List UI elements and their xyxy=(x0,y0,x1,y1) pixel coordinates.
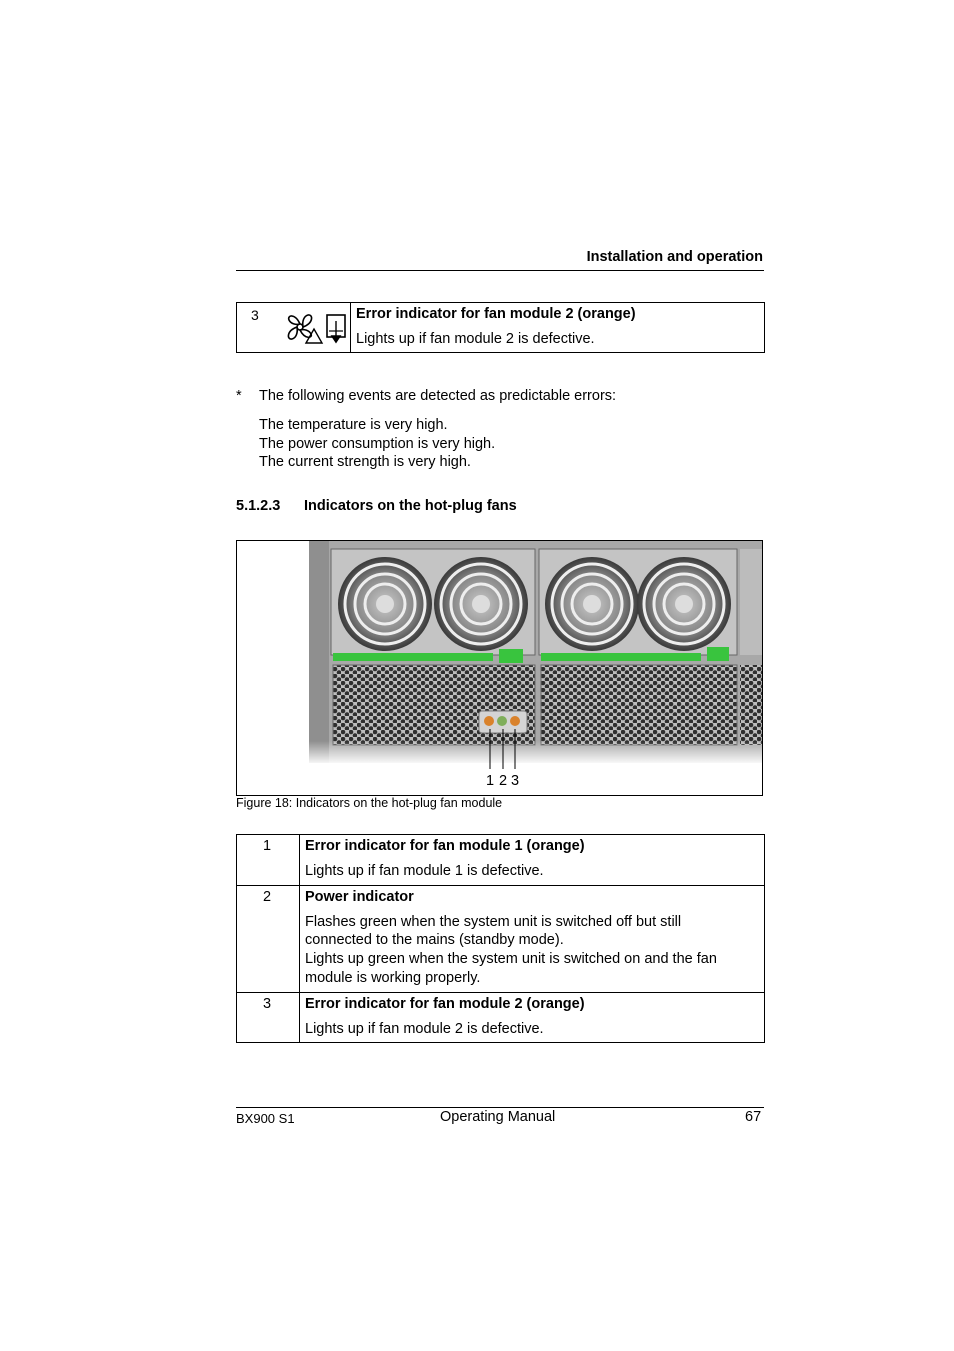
fan-module-figure xyxy=(236,540,763,796)
footnote-line: The current strength is very high. xyxy=(259,454,471,471)
footnote-intro: The following events are detected as predictable errors: xyxy=(259,388,617,404)
green-latch xyxy=(333,653,493,661)
row-number: 2 xyxy=(263,888,272,905)
led-fan-1-error xyxy=(484,716,494,726)
fan-module-photo xyxy=(237,541,762,795)
row-content xyxy=(299,993,764,1043)
cell-divider xyxy=(350,303,351,352)
led-fan-2-error xyxy=(510,716,520,726)
footnote-line: The temperature is very high. xyxy=(259,417,448,433)
running-header: Installation and operation xyxy=(586,249,763,265)
table-row xyxy=(237,835,764,885)
footnote-list xyxy=(259,416,495,472)
fan-grille xyxy=(545,557,639,651)
figure-caption: Figure 18: Indicators on the hot-plug fan module xyxy=(236,796,503,810)
page-number: 67 xyxy=(745,1109,762,1125)
row-description: Lights up if fan module 2 is defective. xyxy=(305,1020,544,1037)
row-number: 3 xyxy=(263,995,272,1012)
green-latch-handle xyxy=(707,647,729,661)
callout-label-2: 2 xyxy=(499,773,508,789)
row-title: Error indicator for fan module 1 (orange) xyxy=(305,838,585,854)
footer-rule xyxy=(236,1107,764,1108)
row-title: Error indicator for fan module 2 (orange) xyxy=(305,995,585,1012)
row-title: Error indicator for fan module 2 (orange) xyxy=(356,306,636,322)
footnote-line: The power consumption is very high. xyxy=(259,435,496,452)
fan-grille xyxy=(637,557,731,651)
section-title: Indicators on the hot-plug fans xyxy=(304,498,517,514)
green-latch-handle xyxy=(499,649,523,663)
fan-grille xyxy=(434,557,528,651)
footer-document-title: Operating Manual xyxy=(440,1109,556,1125)
row-number: 1 xyxy=(263,838,272,854)
row-description: Flashes green when the system unit is switched off but still connected to the mains (standby mode). Lights up green when the system unit is switched on and the fan module is working properly. xyxy=(305,913,717,986)
row-description: Lights up if fan module 1 is defective. xyxy=(305,863,544,879)
fan-indicator-table-top xyxy=(236,302,765,353)
indicator-table xyxy=(236,834,765,1043)
callout-label-1: 1 xyxy=(486,773,495,789)
row-content xyxy=(299,835,764,885)
callout-label-3: 3 xyxy=(511,773,520,789)
led-power xyxy=(497,716,507,726)
footnote-marker: * xyxy=(236,388,242,404)
fan-error-icon xyxy=(283,307,349,347)
header-rule xyxy=(236,270,764,271)
table-row xyxy=(237,992,764,1043)
row-title: Power indicator xyxy=(305,888,414,905)
section-number: 5.1.2.3 xyxy=(236,498,281,514)
table-row xyxy=(237,885,764,992)
footer-product: BX900 S1 xyxy=(236,1111,295,1126)
row-content xyxy=(299,886,764,992)
fan-grille xyxy=(338,557,432,651)
row-number: 3 xyxy=(251,307,259,323)
row-description: Lights up if fan module 2 is defective. xyxy=(356,331,595,347)
green-latch xyxy=(541,653,701,661)
